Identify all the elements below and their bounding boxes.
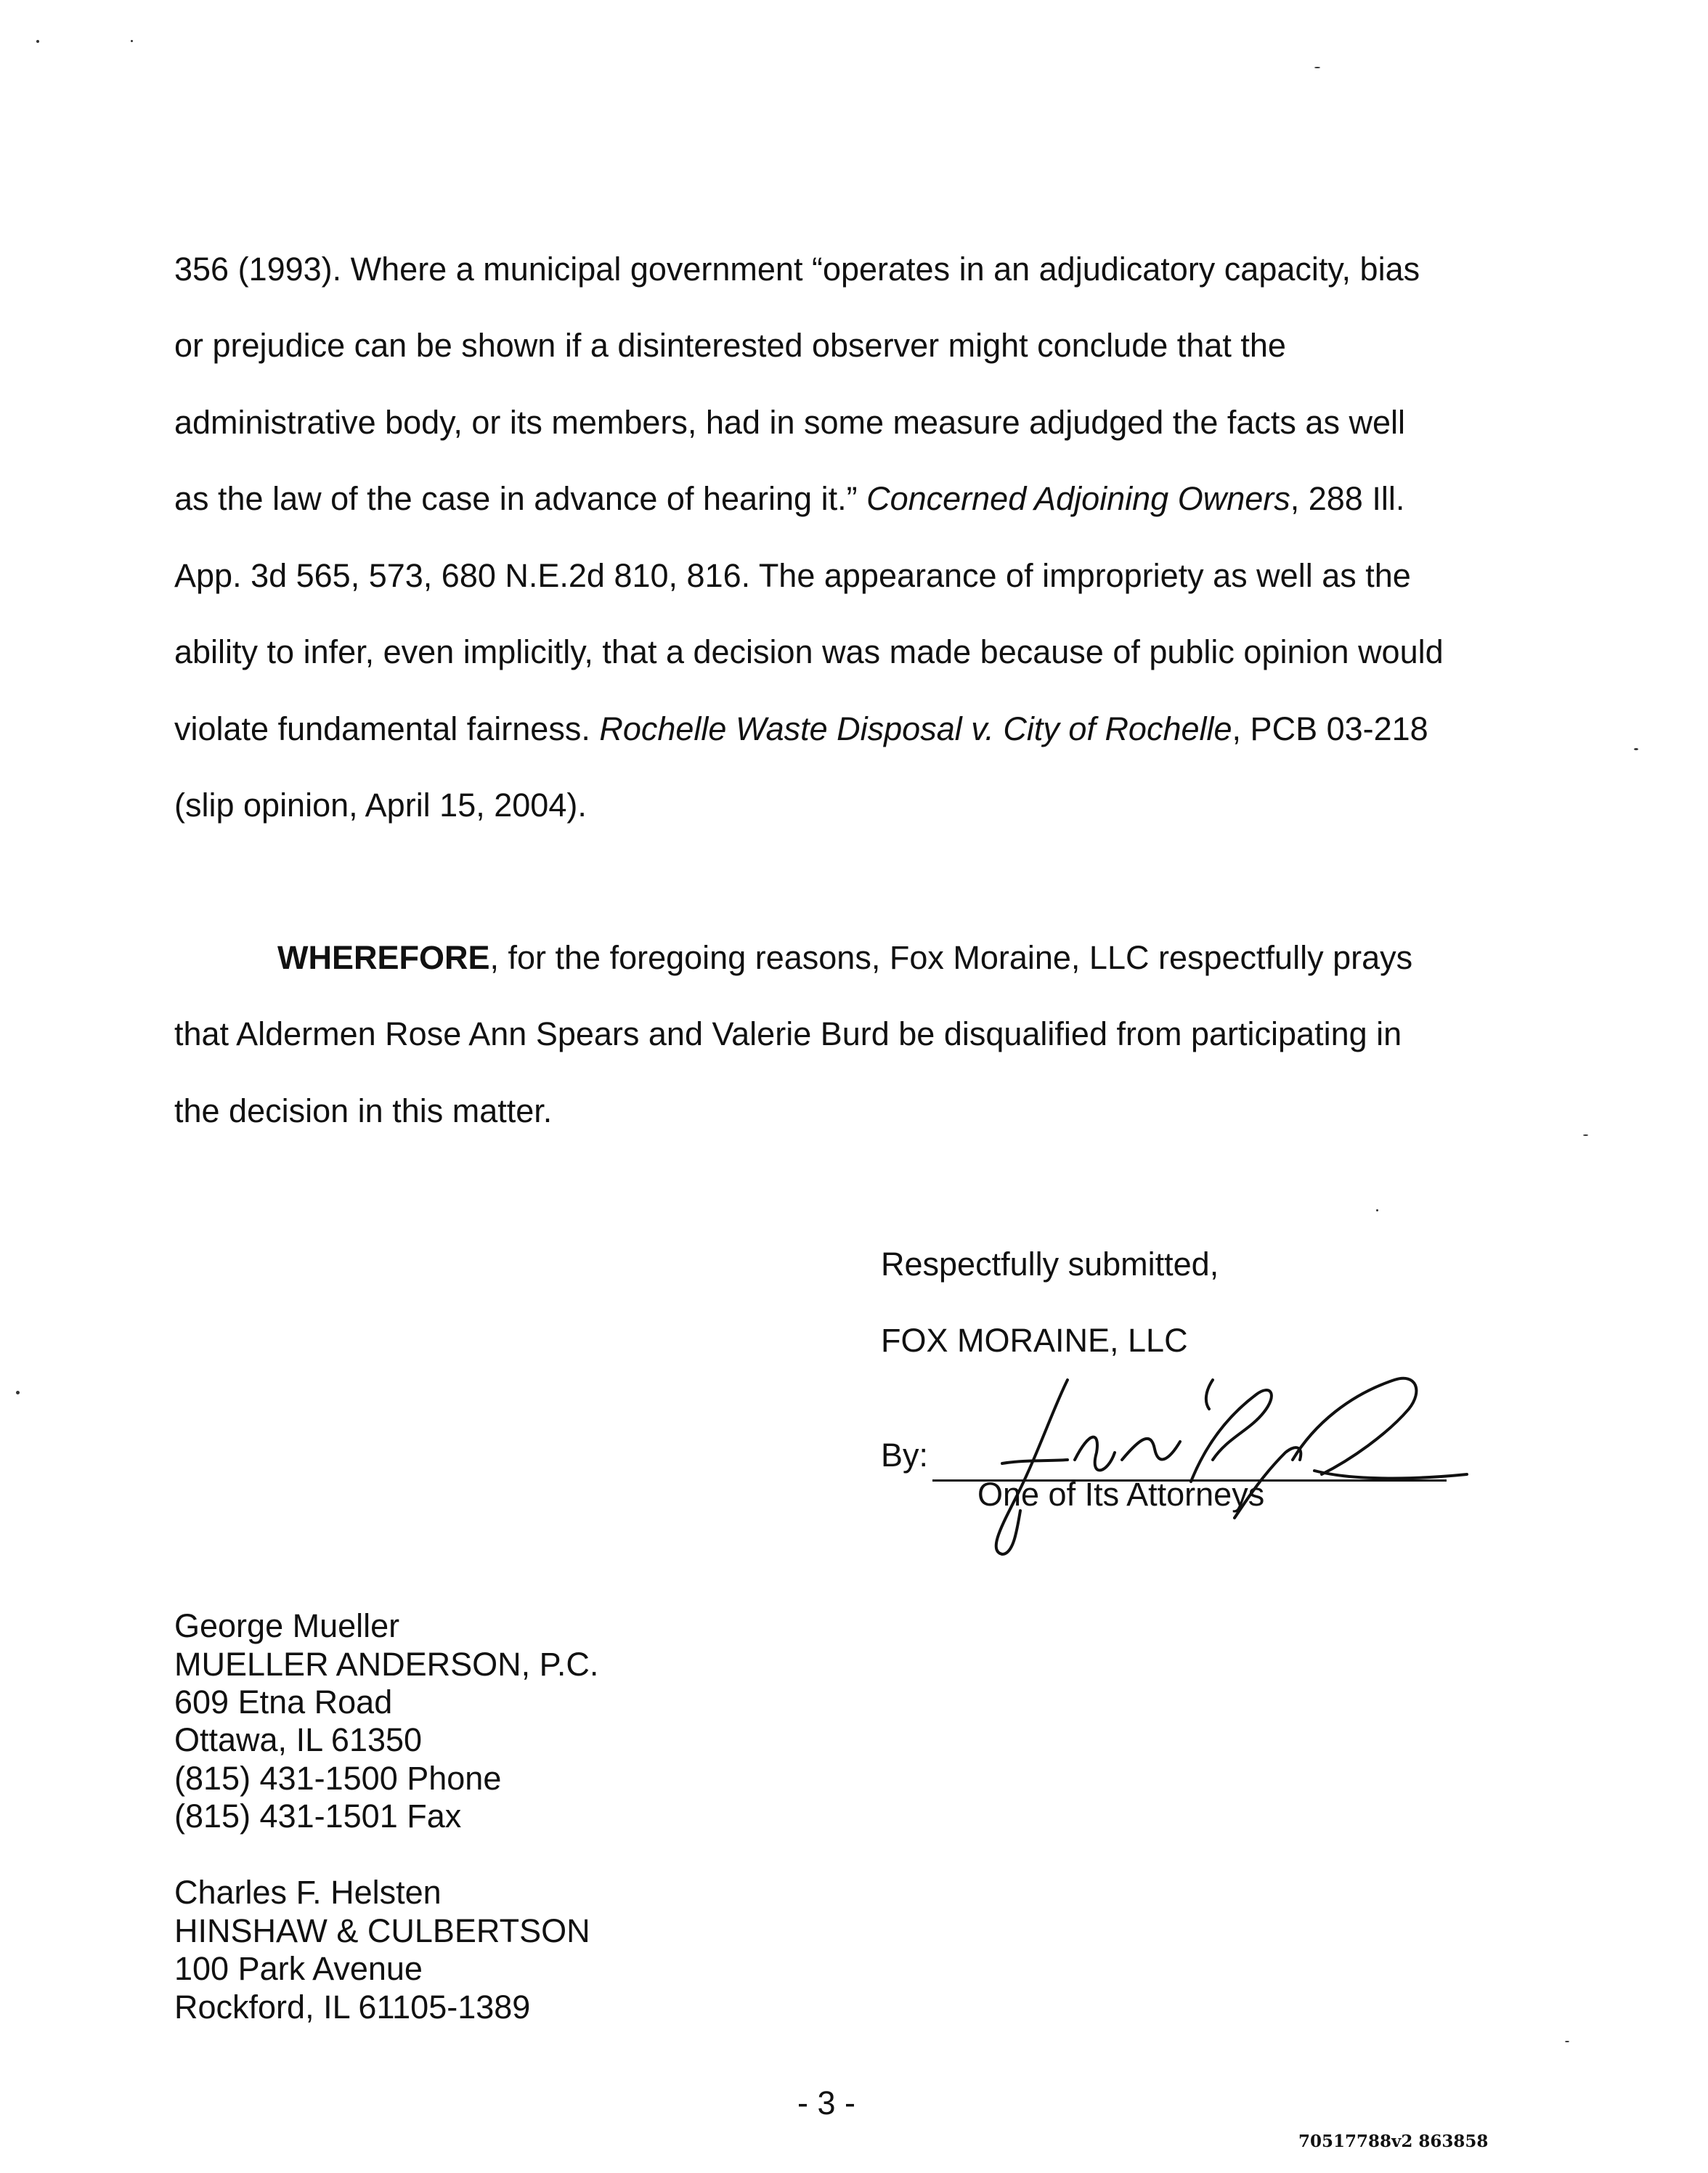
- counsel-line: Ottawa, IL 61350: [174, 1721, 423, 1758]
- counsel-line: 609 Etna Road: [174, 1683, 393, 1721]
- text-run: (slip opinion, April 15, 2004).: [174, 787, 587, 824]
- body-line: [174, 633, 1444, 671]
- case-citation: Concerned Adjoining Owners: [866, 480, 1290, 517]
- party-name: FOX MORAINE, LLC: [881, 1322, 1188, 1359]
- counsel-line: 100 Park Avenue: [174, 1950, 423, 1987]
- body-line: [174, 787, 587, 824]
- body-line: [277, 939, 1412, 977]
- scan-speck: [1376, 1209, 1378, 1211]
- text-run: administrative body, or its members, had in some measure adjudged the facts as well: [174, 404, 1405, 441]
- counsel-line: (815) 431-1501 Fax: [174, 1798, 462, 1835]
- scan-speck: [1314, 67, 1320, 68]
- text-run: 356 (1993). Where a municipal government “operates in an adjudicatory capacity, bias: [174, 251, 1420, 288]
- body-line: [174, 251, 1420, 288]
- text-run: that Aldermen Rose Ann Spears and Valerie Burd be disqualified from participating in: [174, 1015, 1402, 1052]
- handwritten-signature: [973, 1351, 1438, 1561]
- scan-speck: [131, 40, 133, 42]
- body-line: [174, 404, 1405, 442]
- by-label: By:: [881, 1437, 929, 1474]
- counsel-line: MUELLER ANDERSON, P.C.: [174, 1646, 599, 1683]
- document-id: 70517788v2 863858: [1298, 2132, 1489, 2151]
- counsel-line: Rockford, IL 61105-1389: [174, 1989, 531, 2026]
- text-run: or prejudice can be shown if a disinterested observer might conclude that the: [174, 327, 1286, 364]
- body-line: [174, 557, 1411, 595]
- body-line: [174, 327, 1286, 365]
- text-run: as the law of the case in advance of hearing it.”: [174, 480, 867, 517]
- text-run: violate fundamental fairness.: [174, 710, 600, 747]
- text-run: , for the foregoing reasons, Fox Moraine, LLC respectfully prays: [489, 939, 1413, 976]
- counsel-line: HINSHAW & CULBERTSON: [174, 1912, 590, 1949]
- text-run: the decision in this matter.: [174, 1092, 553, 1129]
- body-line: [174, 710, 1428, 748]
- counsel-line: George Mueller: [174, 1607, 400, 1644]
- scan-speck: [1634, 748, 1638, 750]
- page-number: - 3 -: [797, 2084, 856, 2121]
- scan-speck: [1565, 2041, 1569, 2042]
- case-citation: Rochelle Waste Disposal v. City of Rochelle: [599, 710, 1232, 747]
- body-line: [174, 480, 1404, 518]
- scan-speck: [16, 1391, 20, 1394]
- closing-text: Respectfully submitted,: [881, 1246, 1219, 1283]
- signature-caption: One of Its Attorneys: [977, 1476, 1265, 1513]
- text-run: , PCB 03-218: [1232, 710, 1428, 747]
- counsel-line: Charles F. Helsten: [174, 1874, 442, 1911]
- scan-speck: [36, 40, 39, 43]
- scan-speck: [1583, 1134, 1588, 1136]
- body-line: [174, 1092, 552, 1130]
- text-run: ability to infer, even implicitly, that a decision was made because of public opinion would: [174, 633, 1444, 670]
- bold-term: WHEREFORE: [277, 939, 490, 976]
- text-run: App. 3d 565, 573, 680 N.E.2d 810, 816. The appearance of impropriety as well as the: [174, 557, 1411, 594]
- body-line: [174, 1015, 1402, 1053]
- text-run: , 288 Ill.: [1290, 480, 1405, 517]
- counsel-line: (815) 431-1500 Phone: [174, 1760, 502, 1797]
